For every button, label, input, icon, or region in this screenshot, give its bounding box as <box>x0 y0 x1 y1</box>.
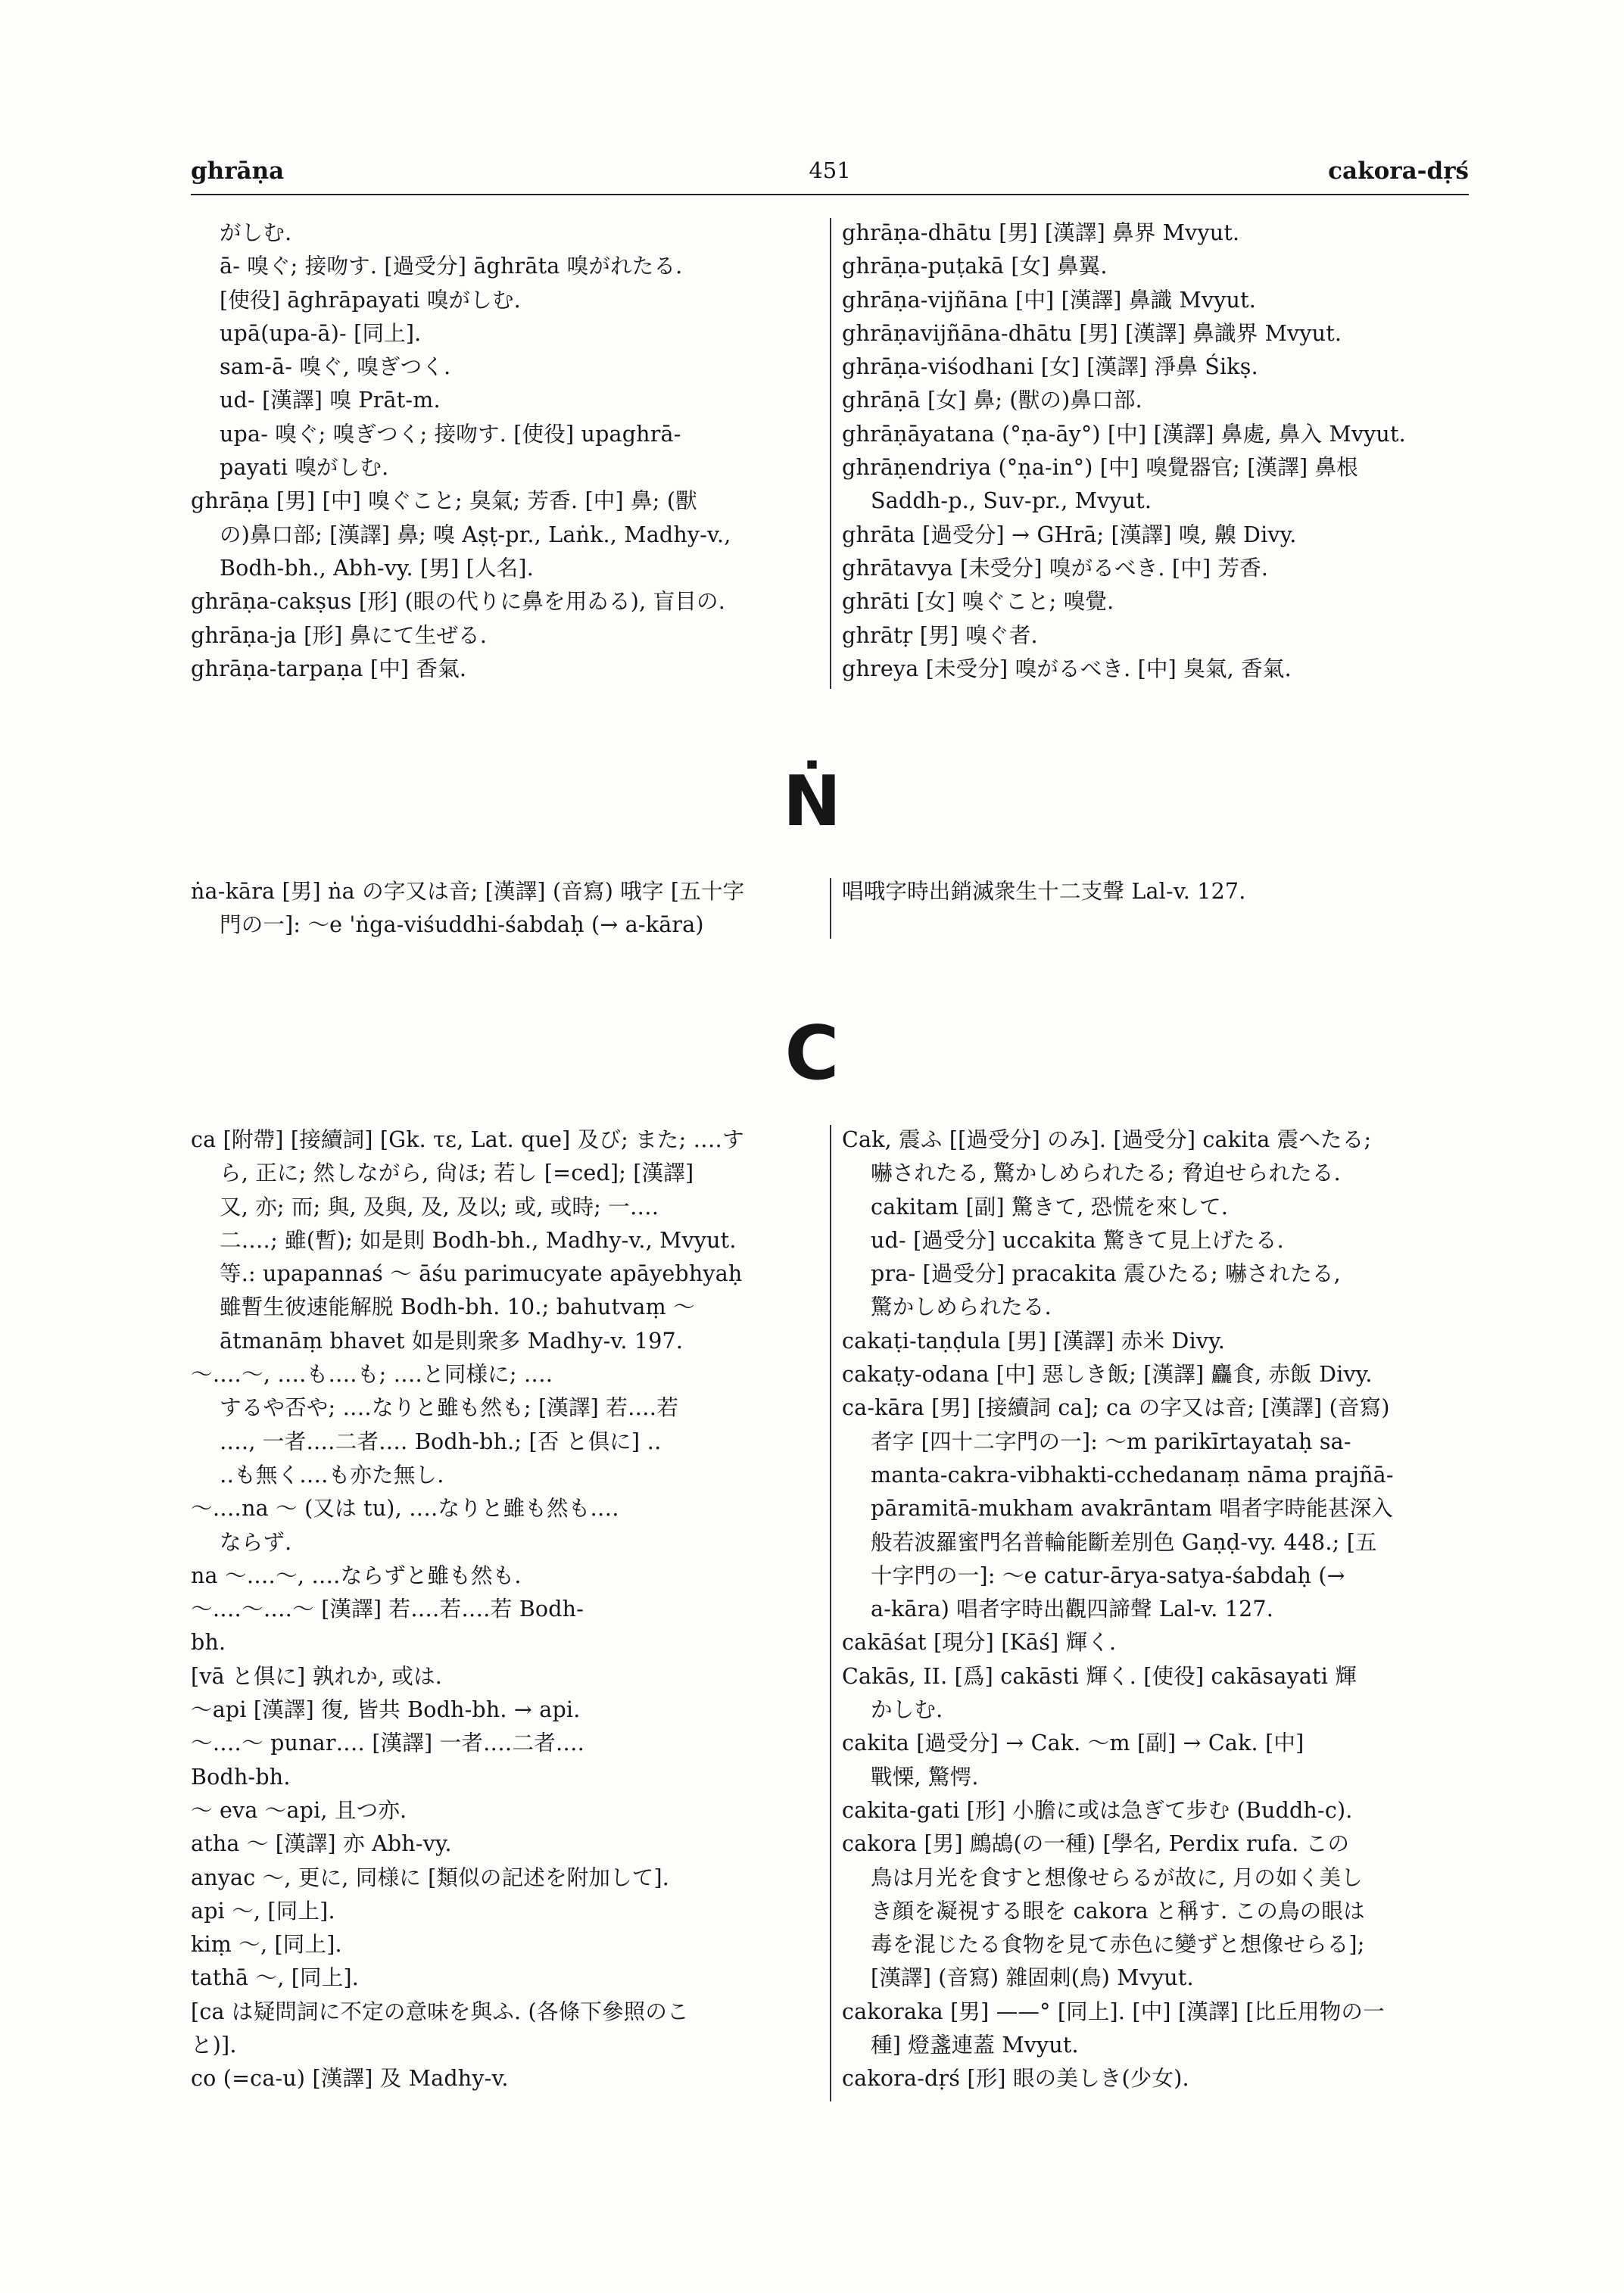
dictionary-line: 又, 亦; 而; 與, 及與, 及, 及以; 或, 或時; 一‥‥ <box>220 1194 659 1220</box>
dictionary-line: sam-ā- 嗅ぐ, 嗅ぎつく. <box>220 354 451 380</box>
dictionary-line: き顔を凝視する眼を cakora と稱す. この鳥の眼は <box>871 1898 1365 1924</box>
dictionary-line: [ca は疑問詞に不定の意味を與ふ. (各條下參照のこ <box>191 1999 689 2024</box>
dictionary-line: ca [附帶] [接續詞] [Gk. τε, Lat. que] 及び; また; ‥‥す <box>191 1127 744 1152</box>
section-heading-n: Ṅ <box>783 761 841 842</box>
column-right-top <box>842 217 1470 686</box>
dictionary-line: Cakās, II. [爲] cakāsti 輝く. [使役] cakāsayati 輝 <box>842 1663 1357 1689</box>
dictionary-line: ～‥‥～ punar‥‥ [漢譯] 一者‥‥二者‥‥ <box>191 1731 585 1756</box>
dictionary-line: ā- 嗅ぐ; 接吻す. [過受分] āghrāta 嗅がれたる. <box>220 254 683 279</box>
dictionary-line: ud- [漢譯] 嗅 Prāt-m. <box>220 388 441 413</box>
dictionary-line: ghrāta [過受分] → GHrā; [漢譯] 嗅, 齅 Divy. <box>842 522 1297 547</box>
column-divider-top <box>830 218 831 689</box>
dictionary-line: 戰慄, 驚愕. <box>871 1764 979 1790</box>
dictionary-line: ～ eva ～api, 且つ亦. <box>191 1797 407 1823</box>
dictionary-line: ghrāṇendriya (°ṇa-in°) [中] 嗅覺器官; [漢譯] 鼻根 <box>842 455 1358 481</box>
dictionary-line: 二‥‥; 雖(暫); 如是則 Bodh-bh., Madhy-v., Mvyut. <box>220 1227 737 1253</box>
dictionary-line: 鳥は月光を食すと想像せらるが故に, 月の如く美し <box>871 1865 1363 1890</box>
dictionary-line: ṅa-kāra [男] ṅa の字又は音; [漢譯] (音寫) 哦字 [五十字 <box>191 879 745 904</box>
dictionary-line: ならず. <box>220 1529 292 1555</box>
dictionary-line: 種] 燈盞連蓋 Mvyut. <box>871 2033 1079 2058</box>
column-right-n <box>842 875 1470 908</box>
dictionary-line: cakitam [副] 驚きて, 恐慌を來して. <box>871 1194 1229 1220</box>
dictionary-line: 雖暫生彼速能解脱 Bodh-bh. 10.; bahutvaṃ ～ <box>220 1294 695 1320</box>
dictionary-line: cakāśat [現分] [Kāś] 輝く. <box>842 1630 1117 1656</box>
page-number: 451 <box>809 157 851 183</box>
dictionary-line: cakora [男] 鷓鴣(の一種) [學名, Perdix rufa. この <box>842 1831 1350 1857</box>
dictionary-line: atha ～ [漢譯] 亦 Abh-vy. <box>191 1831 452 1857</box>
dictionary-line: ‥‥, 一者‥‥二者‥‥ Bodh-bh.; [否 と倶に] ‥ <box>220 1428 662 1454</box>
column-divider-c <box>830 1125 831 2101</box>
dictionary-line: ghrātavya [未受分] 嗅がるべき. [中] 芳香. <box>842 555 1269 581</box>
dictionary-line: api ～, [同上]. <box>191 1898 335 1924</box>
dictionary-line: pra- [過受分] pracakita 震ひたる; 嚇されたる, <box>871 1261 1341 1287</box>
dictionary-line: 驚かしめられたる. <box>871 1294 1052 1320</box>
dictionary-line: pāramitā-mukham avakrāntam 唱者字時能甚深入 <box>871 1496 1393 1522</box>
dictionary-line: anyac ～, 更に, 同様に [類似の記述を附加して]. <box>191 1865 670 1890</box>
dictionary-line: upa- 嗅ぐ; 嗅ぎつく; 接吻す. [使役] upaghrā- <box>220 421 681 447</box>
column-left-top <box>191 217 819 686</box>
dictionary-line: がしむ. <box>220 220 292 245</box>
dictionary-line: [使役] āghrāpayati 嗅がしむ. <box>220 287 521 313</box>
dictionary-line: [vā と倶に] 孰れか, 或は. <box>191 1663 443 1689</box>
dictionary-line: upā(upa-ā)- [同上]. <box>220 320 422 346</box>
column-left-n <box>191 875 819 942</box>
dictionary-line: [漢譯] (音寫) 雜固刺(鳥) Mvyut. <box>871 1965 1194 1991</box>
dictionary-line: ghrāṇa [男] [中] 嗅ぐこと; 臭氣; 芳香. [中] 鼻; (獸 <box>191 488 697 514</box>
dictionary-line: ghrāṇa-viśodhani [女] [漢譯] 淨鼻 Śikṣ. <box>842 354 1258 380</box>
dictionary-line: ghrāti [女] 嗅ぐこと; 嗅覺. <box>842 589 1114 615</box>
dictionary-line: 十字門の一]: ～e catur-ārya-satya-śabdaḥ (→ <box>871 1562 1345 1588</box>
dictionary-line: ‥も無く‥‥も亦た無し. <box>220 1462 444 1488</box>
dictionary-line: cakora-dṛś [形] 眼の美しき(少女). <box>842 2066 1189 2092</box>
dictionary-line: na ～‥‥～, ‥‥ならずと雖も然も. <box>191 1562 522 1588</box>
dictionary-line: manta-cakra-vibhakti-cchedanaṃ nāma prajñā- <box>871 1462 1394 1488</box>
dictionary-line: ghrāṇavijñāna-dhātu [男] [漢譯] 鼻識界 Mvyut. <box>842 320 1342 346</box>
dictionary-line: 唱哦字時出銷滅衆生十二支聲 Lal-v. 127. <box>842 879 1246 904</box>
dictionary-line: cakaṭy-odana [中] 惡しき飯; [漢譯] 麤食, 赤飯 Divy. <box>842 1362 1373 1388</box>
dictionary-line: 嚇されたる, 驚かしめられたる; 脅迫せられたる. <box>871 1161 1341 1186</box>
dictionary-line: 毒を混じたる食物を見て赤色に變ずと想像せらる]; <box>871 1932 1365 1958</box>
right-running-headword: cakora-dṛś <box>1328 157 1469 185</box>
dictionary-line: と)]. <box>191 2033 237 2058</box>
dictionary-line: 等.: upapannaś ～ āśu parimucyate apāyebhyaḥ <box>220 1261 743 1287</box>
dictionary-line: ～‥‥na ～ (又は tu), ‥‥なりと雖も然も‥‥ <box>191 1496 619 1522</box>
dictionary-line: kiṃ ～, [同上]. <box>191 1932 342 1958</box>
dictionary-line: ghrāṇa-vijñāna [中] [漢譯] 鼻識 Mvyut. <box>842 287 1257 313</box>
section-heading-c: C <box>784 1011 840 1097</box>
dictionary-line: するや否や; ‥‥なりと雖も然も; [漢譯] 若‥‥若 <box>220 1395 679 1421</box>
column-left-c <box>191 1123 819 2096</box>
column-divider-n <box>830 878 831 939</box>
dictionary-line: ca-kāra [男] [接續詞 ca]; ca の字又は音; [漢譯] (音寫) <box>842 1395 1390 1421</box>
dictionary-line: cakita [過受分] → Cak. ～m [副] → Cak. [中] <box>842 1731 1304 1756</box>
dictionary-line: Bodh-bh., Abh-vy. [男] [人名]. <box>220 555 534 581</box>
dictionary-line: ghreya [未受分] 嗅がるべき. [中] 臭氣, 香氣. <box>842 656 1292 681</box>
dictionary-line: ら, 正に; 然しながら, 尙ほ; 若し [=ced]; [漢譯] <box>220 1161 694 1186</box>
dictionary-line: の)鼻口部; [漢譯] 鼻; 嗅 Aṣṭ-pr., Laṅk., Madhy-v., <box>220 522 731 547</box>
dictionary-line: Cak, 震ふ [[過受分] のみ]. [過受分] cakita 震へたる; <box>842 1127 1372 1152</box>
dictionary-line: ghrāṇa-puṭakā [女] 鼻翼. <box>842 254 1108 279</box>
dictionary-line: ghrāṇa-tarpaṇa [中] 香氣. <box>191 656 467 681</box>
dictionary-line: tathā ～, [同上]. <box>191 1965 360 1991</box>
dictionary-line: cakita-gati [形] 小膽に或は急ぎて步む (Buddh-c). <box>842 1797 1353 1823</box>
dictionary-line: ghrāṇāyatana (°ṇa-āy°) [中] [漢譯] 鼻處, 鼻入 Mvyut. <box>842 421 1406 447</box>
dictionary-line: ～‥‥～, ‥‥も‥‥も; ‥‥と同様に; ‥‥ <box>191 1362 553 1388</box>
dictionary-line: ghrāṇa-ja [形] 鼻にて生ぜる. <box>191 622 488 648</box>
page-header <box>191 156 1469 195</box>
dictionary-line: bh. <box>191 1630 226 1656</box>
dictionary-line: ～‥‥～‥‥～ [漢譯] 若‥‥若‥‥若 Bodh- <box>191 1597 584 1622</box>
dictionary-line: ud- [過受分] uccakita 驚きて見上げたる. <box>871 1227 1284 1253</box>
dictionary-line: ghrāṇa-dhātu [男] [漢譯] 鼻界 Mvyut. <box>842 220 1240 245</box>
dictionary-line: ghrāṇā [女] 鼻; (獸の)鼻口部. <box>842 388 1142 413</box>
dictionary-line: 者字 [四十二字門の一]: ～m parikīrtayataḥ sa- <box>871 1428 1351 1454</box>
dictionary-line: a-kāra) 唱者字時出觀四諦聲 Lal-v. 127. <box>871 1597 1273 1622</box>
dictionary-line: payati 嗅がしむ. <box>220 455 389 481</box>
dictionary-line: 門の一]: ～e 'ṅga-viśuddhi-śabdaḥ (→ a-kāra) <box>220 912 704 938</box>
dictionary-line: ghrāṇa-cakṣus [形] (眼の代りに鼻を用ゐる), 盲目の. <box>191 589 725 615</box>
dictionary-line: cakaṭi-taṇḍula [男] [漢譯] 赤米 Divy. <box>842 1328 1225 1354</box>
dictionary-line: cakoraka [男] ——° [同上]. [中] [漢譯] [比丘用物の一 <box>842 1999 1385 2024</box>
dictionary-line: Saddh-p., Suv-pr., Mvyut. <box>871 488 1152 514</box>
dictionary-line: ātmanāṃ bhavet 如是則衆多 Madhy-v. 197. <box>220 1328 684 1354</box>
dictionary-line: かしむ. <box>871 1697 943 1723</box>
left-running-headword: ghrāṇa <box>191 157 285 185</box>
dictionary-line: co (=ca-u) [漢譯] 及 Madhy-v. <box>191 2066 509 2092</box>
column-right-c <box>842 1123 1470 2096</box>
dictionary-line: ～api [漢譯] 復, 皆共 Bodh-bh. → api. <box>191 1697 581 1723</box>
dictionary-line: ghrātṛ [男] 嗅ぐ者. <box>842 622 1038 648</box>
dictionary-line: 般若波羅蜜門名普輪能斷差別色 Gaṇḍ-vy. 448.; [五 <box>871 1529 1377 1555</box>
dictionary-line: Bodh-bh. <box>191 1764 291 1790</box>
